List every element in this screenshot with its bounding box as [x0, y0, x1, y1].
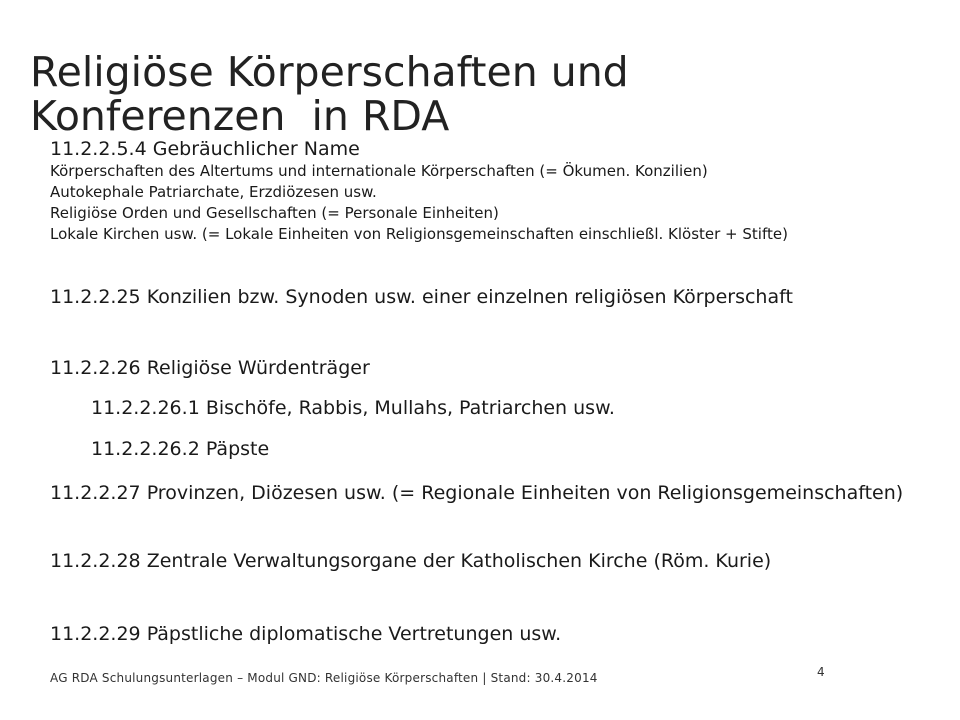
section-konzilien: 11.2.2.25 Konzilien bzw. Synoden usw. einer einzelnen religiösen Körperschaft	[50, 286, 793, 308]
list-item: Autokephale Patriarchate, Erzdiözesen usw.	[50, 183, 377, 201]
section-wuerdentraeger-heading: 11.2.2.26 Religiöse Würdenträger	[50, 357, 370, 379]
section-bischoefe: 11.2.2.26.1 Bischöfe, Rabbis, Mullahs, Patriarchen usw.	[91, 397, 615, 419]
slide-title	[30, 50, 910, 138]
footer-text: AG RDA Schulungsunterlagen – Modul GND: Religiöse Körperschaften | Stand: 30.4.2014	[50, 671, 598, 685]
page-number: 4	[817, 665, 825, 679]
section-provinzen: 11.2.2.27 Provinzen, Diözesen usw. (= Regionale Einheiten von Religionsgemeinschaften)	[50, 482, 904, 504]
list-item: Körperschaften des Altertums und internationale Körperschaften (= Ökumen. Konzilien)	[50, 162, 708, 180]
section-heading: 11.2.2.5.4 Gebräuchlicher Name	[50, 138, 360, 160]
section-paepste: 11.2.2.26.2 Päpste	[91, 438, 270, 460]
list-item: Lokale Kirchen usw. (= Lokale Einheiten von Religionsgemeinschaften einschließl. Klöster + Stifte)	[50, 225, 788, 243]
slide-title-line-1: Religiöse Körperschaften und	[30, 48, 629, 96]
list-item: Religiöse Orden und Gesellschaften (= Personale Einheiten)	[50, 204, 499, 222]
slide-title-line-2: Konferenzen in RDA	[30, 92, 450, 140]
section-gebraeuchlicher-name	[50, 137, 920, 245]
section-verwaltungsorgane: 11.2.2.28 Zentrale Verwaltungsorgane der Katholischen Kirche (Röm. Kurie)	[50, 550, 772, 572]
section-vertretungen: 11.2.2.29 Päpstliche diplomatische Vertretungen usw.	[50, 623, 562, 645]
